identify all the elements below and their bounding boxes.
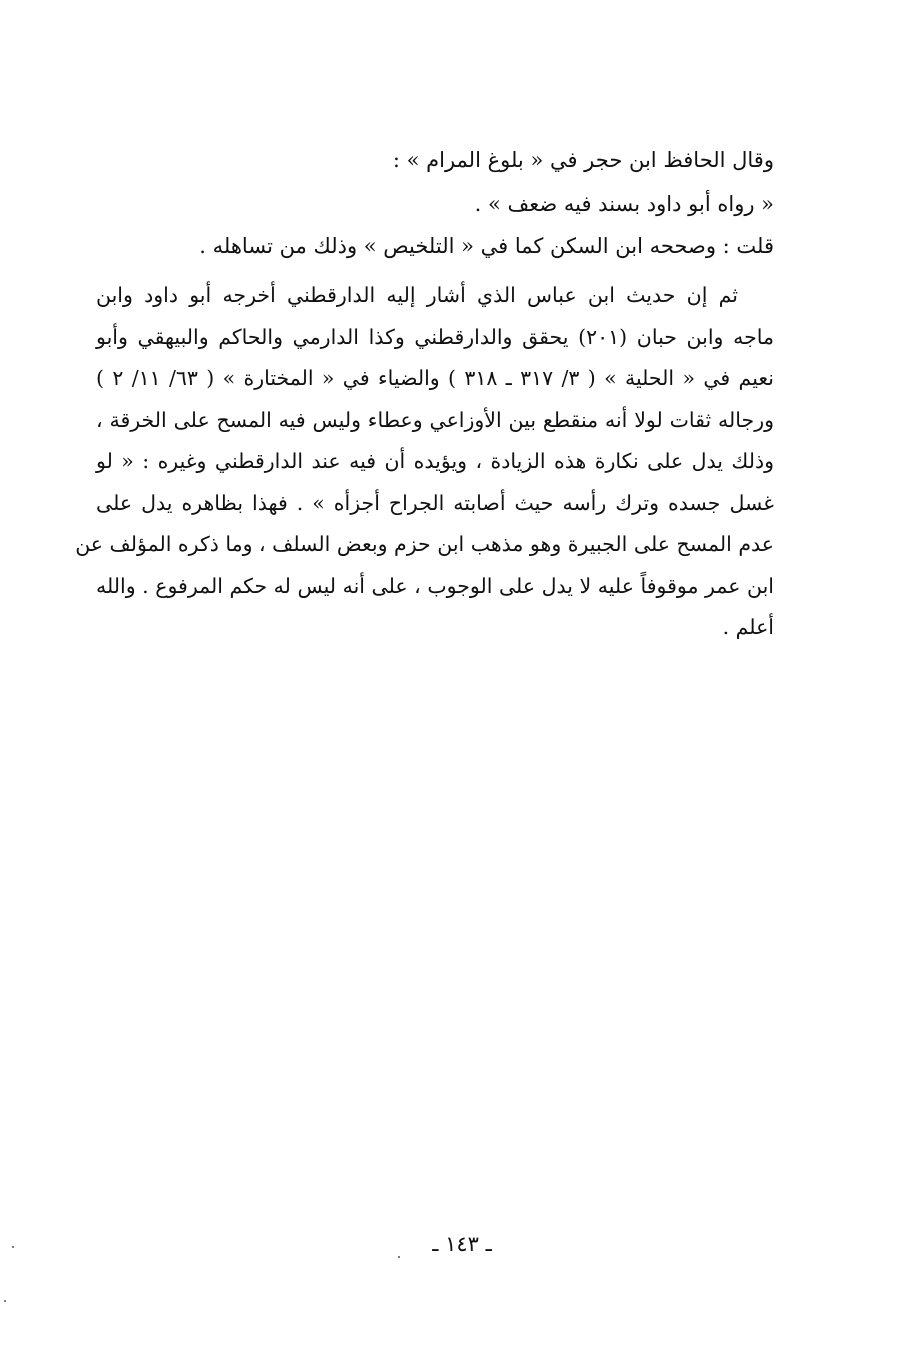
paragraph-line: أعلم .: [722, 615, 774, 639]
paragraph-line: غسل جسده وترك رأسه حيث أصابته الجراح أجزأه » . فهذا بظاهره يدل على: [96, 490, 774, 515]
scan-speck: [4, 1300, 6, 1302]
paragraph-line: وذلك يدل على نكارة هذه الزيادة ، ويؤيده أن فيه عند الدارقطني وغيره : « لو: [96, 449, 774, 473]
scan-speck: [12, 1246, 14, 1248]
quote-line-intro: وقال الحافظ ابن حجر في « بلوغ المرام » :: [392, 148, 774, 172]
quote-line-narration: « رواه أبو داود بسند فيه ضعف » .: [474, 192, 774, 216]
page-number: ـ ١٤٣ ـ: [432, 1232, 492, 1256]
paragraph-line: ورجاله ثقات لولا أنه منقطع بين الأوزاعي وعطاء وليس فيه المسح على الخرقة ،: [96, 407, 774, 432]
body-paragraph: [75, 275, 774, 649]
paragraph-line: ماجه وابن حبان (٢٠١) يحقق والدارقطني وكذا الدارمي والحاكم والبيهقي وأبو: [96, 324, 774, 349]
paragraph-line: عدم المسح على الجبيرة وهو مذهب ابن حزم وبعض السلف ، وما ذكره المؤلف عن: [75, 532, 774, 556]
quote-line-comment: قلت : وصححه ابن السكن كما في « التلخيص » وذلك من تساهله .: [199, 234, 774, 258]
paragraph-line: ابن عمر موقوفاً عليه لا يدل على الوجوب ، على أنه ليس له حكم المرفوع . والله: [96, 573, 774, 598]
paragraph-line: نعيم في « الحلية » ( ٣/ ٣١٧ ـ ٣١٨ ) والضياء في « المختارة » ( ٦٣/ ١١/ ٢ ): [96, 366, 774, 390]
scan-speck: [398, 1256, 400, 1258]
paragraph-line: ثم إن حديث ابن عباس الذي أشار إليه الدارقطني أخرجه أبو داود وابن: [96, 283, 738, 307]
